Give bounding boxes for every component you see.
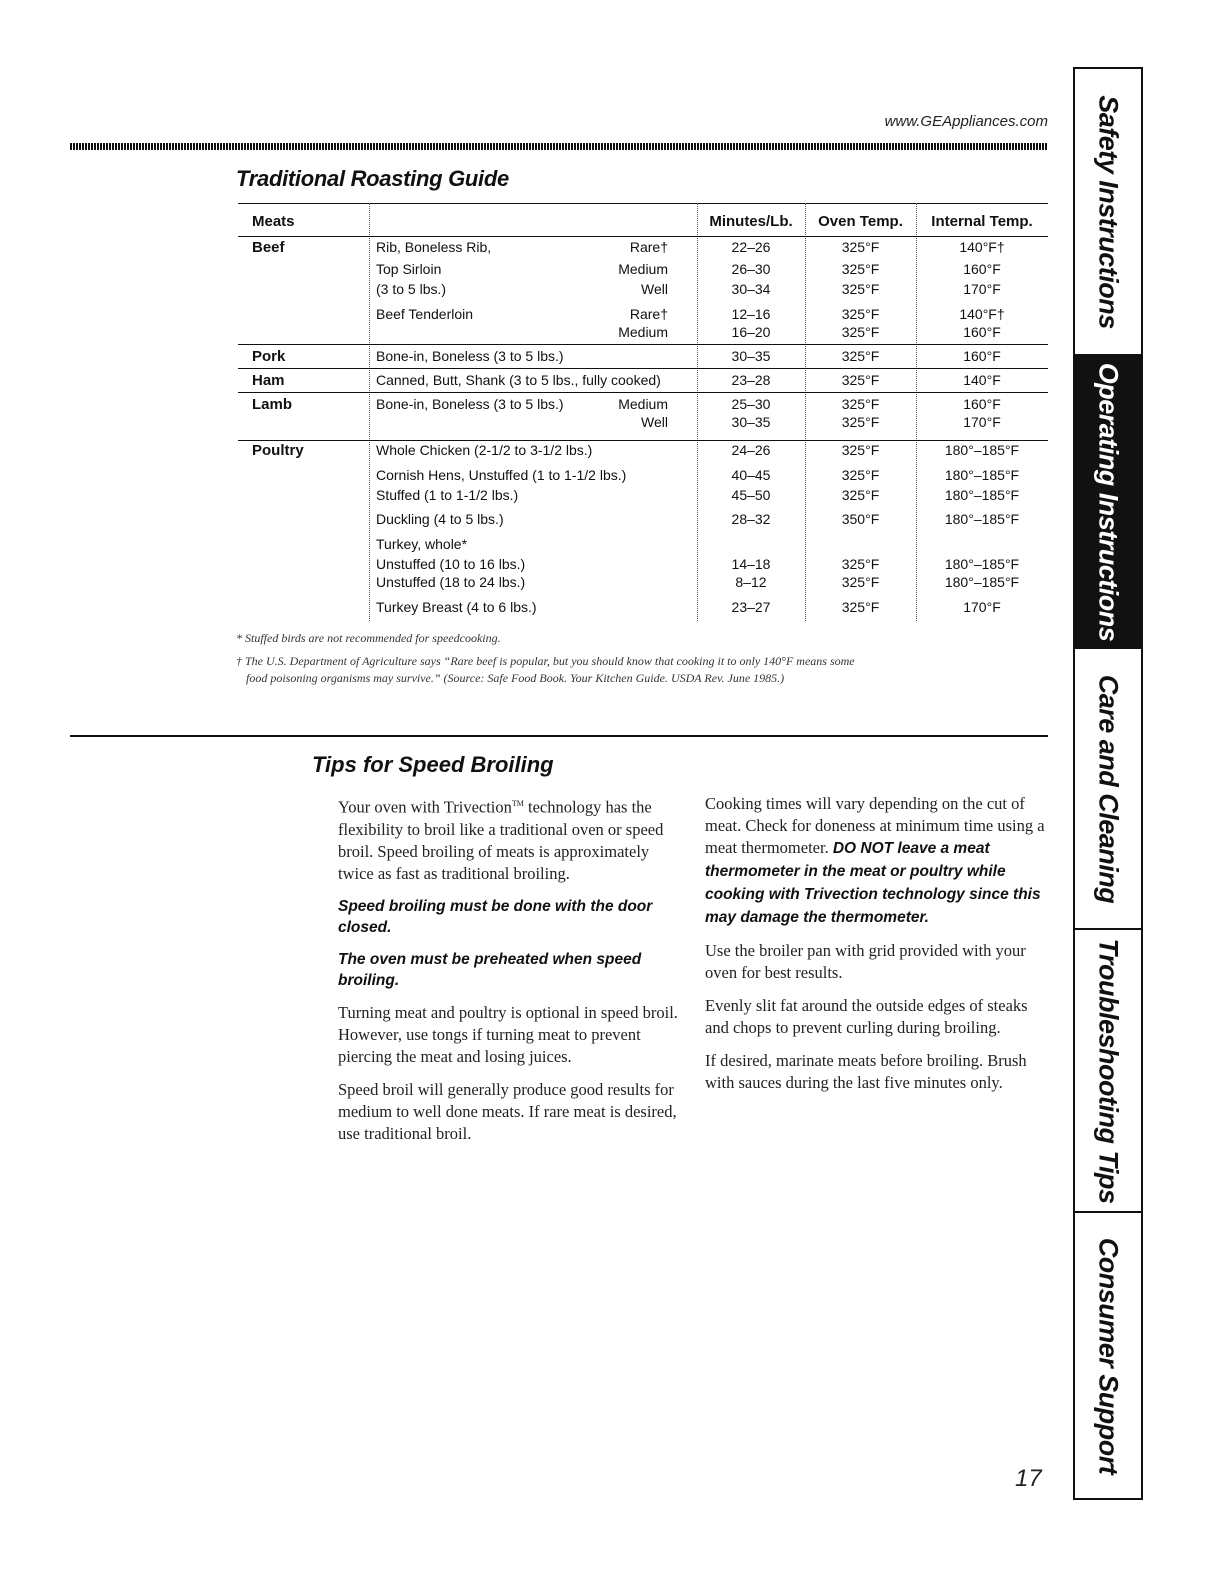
speed-broiling-title: Tips for Speed Broiling bbox=[312, 752, 554, 777]
minutes-per-lb: 25–30 bbox=[731, 396, 771, 412]
section-tabs bbox=[1073, 67, 1143, 1500]
internal-temp: 180°–185°F bbox=[944, 574, 1020, 590]
oven-temp: 325°F bbox=[841, 574, 880, 590]
doneness: Medium bbox=[618, 261, 668, 277]
oven-temp: 325°F bbox=[841, 556, 880, 572]
broil-column-left bbox=[338, 793, 688, 1156]
header-minutes: Minutes/Lb. bbox=[709, 213, 793, 230]
doneness: Well bbox=[641, 414, 668, 430]
doneness: Rare† bbox=[629, 239, 668, 255]
minutes-per-lb: 14–18 bbox=[731, 556, 771, 572]
internal-temp: 170°F bbox=[963, 281, 1001, 297]
roasting-guide-title: Traditional Roasting Guide bbox=[236, 166, 509, 191]
cut-description: Canned, Butt, Shank (3 to 5 lbs., fully cooked) bbox=[376, 372, 661, 388]
meat-category: Pork bbox=[252, 348, 286, 365]
tab-troubleshooting-tips[interactable] bbox=[1075, 930, 1141, 1213]
minutes-per-lb: 30–35 bbox=[731, 348, 771, 364]
meat-category: Poultry bbox=[252, 442, 304, 459]
internal-temp: 170°F bbox=[963, 599, 1001, 615]
internal-temp: 180°–185°F bbox=[944, 442, 1020, 458]
minutes-per-lb: 45–50 bbox=[731, 487, 771, 503]
broil-column-right bbox=[705, 793, 1050, 1105]
warning-preheat: The oven must be preheated when speed broiling. bbox=[338, 950, 642, 989]
tab-label: Care and Cleaning bbox=[1093, 674, 1124, 903]
internal-temp: 160°F bbox=[963, 348, 1001, 364]
minutes-per-lb: 8–12 bbox=[735, 574, 767, 590]
tab-care-and-cleaning[interactable] bbox=[1075, 649, 1141, 930]
oven-temp: 325°F bbox=[841, 239, 880, 255]
minutes-per-lb: 28–32 bbox=[731, 511, 771, 527]
section-divider bbox=[70, 735, 1048, 737]
minutes-per-lb: 12–16 bbox=[731, 306, 771, 322]
internal-temp: 140°F† bbox=[959, 239, 1005, 255]
trademark-mark: TM bbox=[511, 799, 524, 808]
oven-temp: 325°F bbox=[841, 261, 880, 277]
minutes-per-lb: 23–28 bbox=[731, 372, 771, 388]
footnote-usda-cont: food poisoning organisms may survive.” (Source: Safe Food Book. Your Kitchen Guide. USDA Rev. June 1985.) bbox=[246, 671, 785, 685]
cut-description: Unstuffed (18 to 24 lbs.) bbox=[376, 574, 526, 590]
internal-temp: 180°–185°F bbox=[944, 511, 1020, 527]
tab-label: Safety Instructions bbox=[1093, 94, 1124, 329]
oven-temp: 325°F bbox=[841, 467, 880, 483]
internal-temp: 160°F bbox=[963, 261, 1001, 277]
oven-temp: 325°F bbox=[841, 372, 880, 388]
website-url: www.GEAppliances.com bbox=[884, 113, 1048, 130]
oven-temp: 325°F bbox=[841, 281, 880, 297]
header-internal-temp: Internal Temp. bbox=[931, 213, 1033, 230]
doneness: Well bbox=[641, 281, 668, 297]
broil-intro: Your oven with Trivection™ technology has the flexibility to broil like a traditional oven or speed broil. Speed broiling of meats is approximately twice as fast as traditional broiling. bbox=[338, 797, 664, 883]
minutes-per-lb: 26–30 bbox=[731, 261, 771, 277]
broil-turning-tip: Turning meat and poultry is optional in speed broil. However, use tongs if turning meat to prevent piercing the meat and losing juices. bbox=[338, 1002, 678, 1066]
oven-temp: 325°F bbox=[841, 396, 880, 412]
header-meats: Meats bbox=[252, 213, 295, 230]
minutes-per-lb: 24–26 bbox=[731, 442, 771, 458]
tab-label: Consumer Support bbox=[1093, 1237, 1124, 1474]
warning-door-closed: Speed broiling must be done with the door closed. bbox=[338, 897, 653, 936]
internal-temp: 180°–185°F bbox=[944, 467, 1020, 483]
meat-category: Ham bbox=[252, 372, 285, 389]
cut-description: Bone-in, Boneless (3 to 5 lbs.) bbox=[376, 348, 564, 364]
oven-temp: 325°F bbox=[841, 599, 880, 615]
meat-category: Lamb bbox=[252, 396, 293, 413]
cut-description: Rib, Boneless Rib, bbox=[376, 239, 492, 255]
oven-temp: 325°F bbox=[841, 324, 880, 340]
cut-description: Cornish Hens, Unstuffed (1 to 1-1/2 lbs.) bbox=[376, 467, 627, 483]
internal-temp: 170°F bbox=[963, 414, 1001, 430]
broiler-pan-tip: Use the broiler pan with grid provided with your oven for best results. bbox=[705, 941, 1026, 982]
header-hatch-rule bbox=[70, 143, 1048, 150]
oven-temp: 325°F bbox=[841, 414, 880, 430]
cut-description: Unstuffed (10 to 16 lbs.) bbox=[376, 556, 526, 572]
cut-description: Turkey Breast (4 to 6 lbs.) bbox=[376, 599, 537, 615]
cut-description: Stuffed (1 to 1-1/2 lbs.) bbox=[376, 487, 519, 503]
internal-temp: 160°F bbox=[963, 324, 1001, 340]
oven-temp: 325°F bbox=[841, 442, 880, 458]
meat-category: Beef bbox=[252, 239, 285, 256]
minutes-per-lb: 30–34 bbox=[731, 281, 771, 297]
minutes-per-lb: 40–45 bbox=[731, 467, 771, 483]
cut-description: Beef Tenderloin bbox=[376, 306, 474, 322]
tab-safety-instructions[interactable] bbox=[1075, 69, 1141, 356]
internal-temp: 180°–185°F bbox=[944, 487, 1020, 503]
internal-temp: 180°–185°F bbox=[944, 556, 1020, 572]
minutes-per-lb: 16–20 bbox=[731, 324, 771, 340]
oven-temp: 350°F bbox=[841, 511, 880, 527]
oven-temp: 325°F bbox=[841, 348, 880, 364]
oven-temp: 325°F bbox=[841, 306, 880, 322]
cut-description: (3 to 5 lbs.) bbox=[376, 281, 447, 297]
cut-description: Duckling (4 to 5 lbs.) bbox=[376, 511, 504, 527]
cut-description: Top Sirloin bbox=[376, 261, 442, 277]
doneness: Medium bbox=[618, 396, 668, 412]
internal-temp: 140°F bbox=[963, 372, 1001, 388]
broil-doneness-tip: Speed broil will generally produce good results for medium to well done meats. If rare meat is desired, use traditional broil. bbox=[338, 1079, 677, 1143]
minutes-per-lb: 23–27 bbox=[731, 599, 771, 615]
cooking-times-tip: Cooking times will vary depending on the cut of meat. Check for doneness at minimum time using a meat thermometer. DO NOT leave a meat thermometer in the meat or poultry while cooking with Trivection technology since this may damage the thermometer. bbox=[705, 794, 1045, 926]
footnote-usda: † The U.S. Department of Agriculture says “Rare beef is popular, but you should know that cooking it to only 140°F means some bbox=[236, 654, 855, 668]
internal-temp: 140°F† bbox=[959, 306, 1005, 322]
thermometer-warning: DO NOT leave a meat thermometer in the meat or poultry while cooking with Trivection technology since this may damage the thermometer. bbox=[705, 840, 1041, 926]
doneness: Medium bbox=[618, 324, 668, 340]
tab-label: Troubleshooting Tips bbox=[1093, 938, 1124, 1203]
cut-description: Whole Chicken (2-1/2 to 3-1/2 lbs.) bbox=[376, 442, 593, 458]
cut-description: Bone-in, Boneless (3 to 5 lbs.) bbox=[376, 396, 564, 412]
internal-temp: 160°F bbox=[963, 396, 1001, 412]
tab-label: Operating Instructions bbox=[1093, 362, 1124, 641]
doneness: Rare† bbox=[629, 306, 668, 322]
cut-description: Turkey, whole* bbox=[376, 536, 468, 552]
footnotes bbox=[236, 630, 1046, 687]
header-oven-temp: Oven Temp. bbox=[818, 213, 903, 230]
slit-fat-tip: Evenly slit fat around the outside edges of steaks and chops to prevent curling during broiling. bbox=[705, 996, 1028, 1037]
minutes-per-lb: 22–26 bbox=[731, 239, 771, 255]
page-number: 17 bbox=[1015, 1465, 1042, 1492]
tab-consumer-support[interactable] bbox=[1075, 1213, 1141, 1498]
marinate-tip: If desired, marinate meats before broiling. Brush with sauces during the last five minutes only. bbox=[705, 1051, 1027, 1092]
tab-operating-instructions[interactable] bbox=[1075, 356, 1141, 649]
minutes-per-lb: 30–35 bbox=[731, 414, 771, 430]
footnote-stuffed: * Stuffed birds are not recommended for speedcooking. bbox=[236, 631, 501, 645]
oven-temp: 325°F bbox=[841, 487, 880, 503]
